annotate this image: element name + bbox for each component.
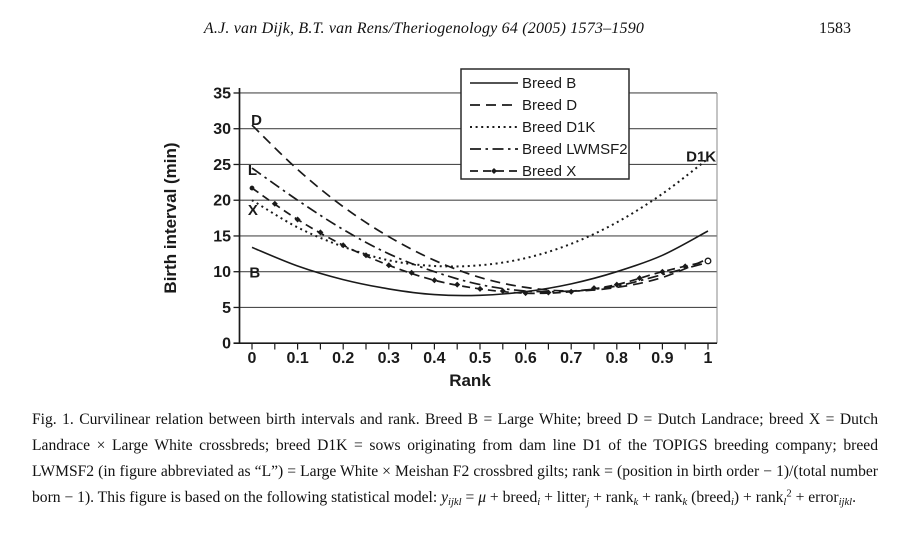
- caption-segment: (breed: [687, 489, 731, 506]
- caption-segment: .: [852, 489, 857, 506]
- x-axis-title: Rank: [449, 371, 491, 390]
- caption-segment: + error: [791, 489, 839, 506]
- running-title: A.J. van Dijk, B.T. van Rens/Theriogenology 64 (2005) 1573–1590: [203, 20, 645, 37]
- caption-segment: =: [461, 489, 479, 506]
- svg-text:0.6: 0.6: [514, 350, 537, 367]
- caption-segment: + litter: [540, 489, 587, 506]
- caption-segment: 2: [786, 488, 792, 500]
- svg-text:X: X: [247, 202, 258, 220]
- svg-text:D1K: D1K: [686, 148, 717, 166]
- svg-text:30: 30: [213, 121, 231, 139]
- svg-text:L: L: [247, 162, 258, 180]
- svg-text:0.9: 0.9: [651, 350, 674, 367]
- svg-text:0.7: 0.7: [560, 350, 583, 367]
- caption-segment: ijkl: [448, 496, 462, 508]
- caption-segment: Fig. 1. Curvilinear relation between birth intervals and rank. Breed B = Large White; breed D = Dutch Landrace; breed X = Dutch Landrace × Large White crossbreds; breed D1K = sows originating from dam line D1 of the TOPIGS breeding company; breed LWMSF2 (in figure abbreviated as “L”) = Large White × Meishan F2 crossbred gilts; rank = (position in birth order − 1)/(total number born − 1). This figure is based on the following statistical model:: [32, 411, 878, 506]
- axis-labels: [161, 85, 713, 390]
- caption-segment: ijkl: [838, 496, 853, 508]
- svg-text:35: 35: [213, 85, 231, 103]
- svg-text:0.1: 0.1: [286, 350, 309, 367]
- svg-text:0.4: 0.4: [423, 350, 446, 367]
- svg-text:0.8: 0.8: [605, 350, 628, 367]
- svg-text:1: 1: [703, 350, 713, 367]
- svg-text:15: 15: [213, 228, 231, 246]
- svg-text:0.3: 0.3: [377, 350, 400, 367]
- caption-segment: j: [586, 496, 590, 508]
- svg-text:Breed D: Breed D: [522, 97, 578, 114]
- svg-text:5: 5: [222, 299, 231, 317]
- svg-text:20: 20: [213, 192, 231, 210]
- caption-segment: i: [537, 496, 541, 508]
- svg-text:25: 25: [213, 156, 231, 174]
- caption-segment: k: [682, 496, 688, 508]
- svg-text:0.2: 0.2: [332, 350, 355, 367]
- svg-text:10: 10: [213, 264, 231, 282]
- caption-segment: + rank: [589, 489, 634, 506]
- caption-segment: + breed: [486, 489, 538, 506]
- legend: [461, 69, 629, 180]
- caption-segment: l: [783, 496, 787, 508]
- svg-text:D: D: [251, 112, 262, 130]
- caption-segment: i: [730, 496, 734, 508]
- caption-segment: ) + rank: [733, 489, 784, 506]
- svg-text:Breed X: Breed X: [522, 163, 577, 180]
- svg-text:B: B: [249, 264, 261, 282]
- caption-segment: y: [441, 489, 449, 506]
- y-axis-title: Birth interval (min): [161, 142, 180, 294]
- svg-text:Breed LWMSF2: Breed LWMSF2: [522, 141, 628, 158]
- caption-segment: k: [633, 496, 639, 508]
- figure-caption: [32, 407, 878, 511]
- caption-segment: + rank: [638, 489, 683, 506]
- svg-text:0: 0: [247, 350, 257, 367]
- svg-text:0.5: 0.5: [468, 350, 492, 367]
- caption-segment: μ: [478, 489, 487, 506]
- svg-text:Breed B: Breed B: [522, 75, 577, 92]
- svg-text:Breed D1K: Breed D1K: [522, 119, 596, 136]
- svg-text:0: 0: [222, 335, 231, 353]
- page-number: 1583: [819, 20, 851, 37]
